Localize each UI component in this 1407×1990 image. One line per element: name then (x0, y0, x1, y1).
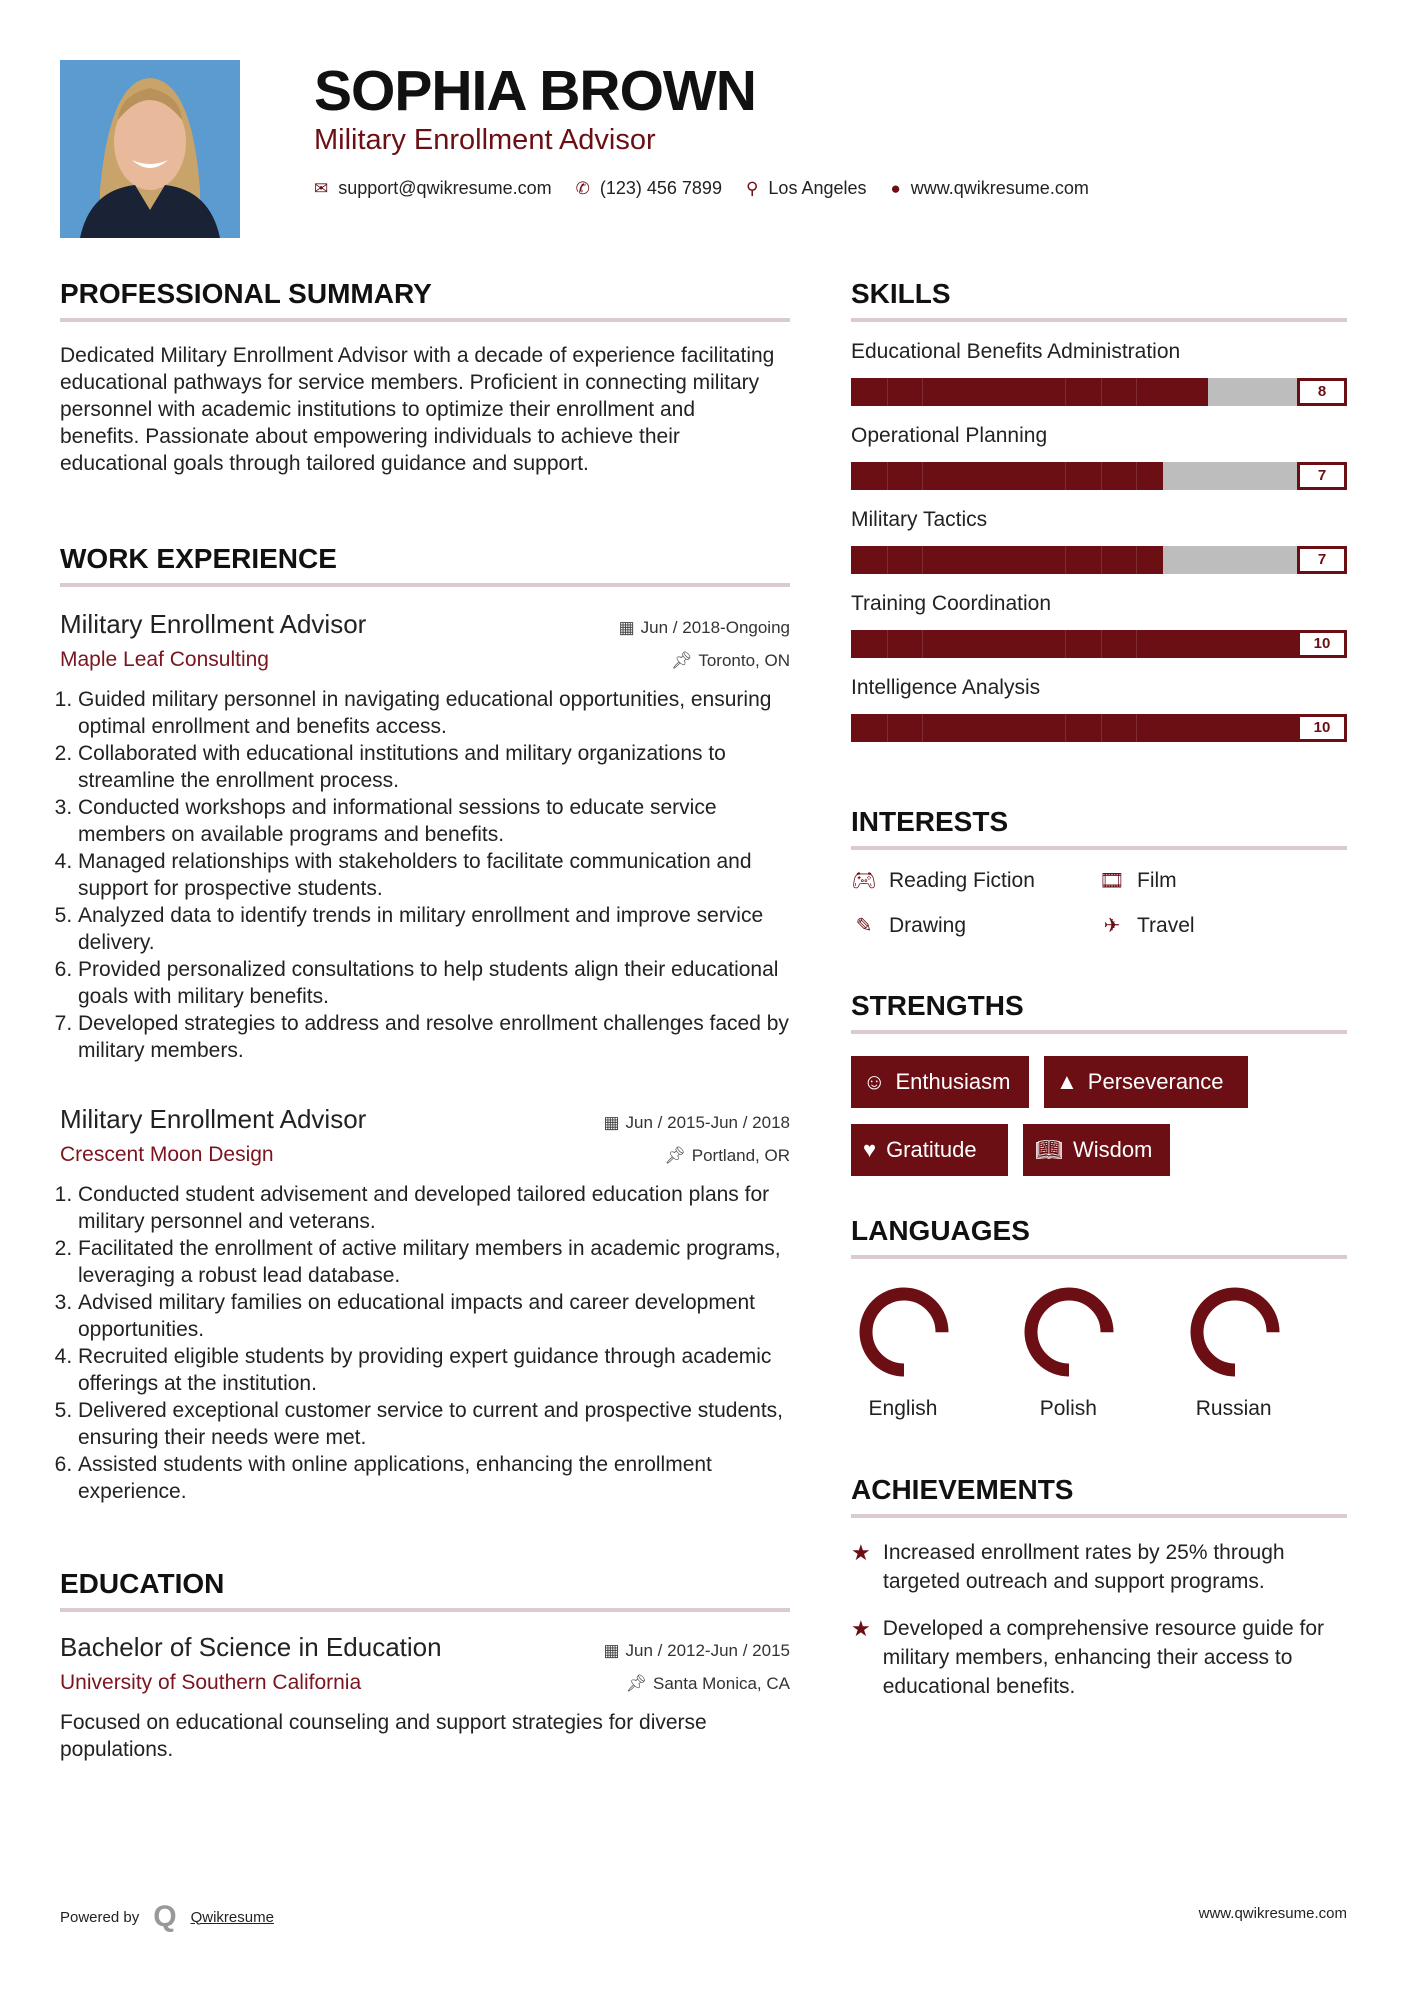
strength-label: Enthusiasm (895, 1069, 1011, 1094)
divider (60, 1608, 790, 1612)
calendar-icon: ▦ (603, 1113, 620, 1132)
contact-info (314, 178, 1089, 199)
star-icon: ★ (851, 1616, 871, 1641)
job-bullet: 5. Analyzed data to identify trends in military enrollment and improve service delivery. (78, 902, 790, 956)
envelope-icon: ✉ (314, 178, 329, 198)
skill-score: 7 (1297, 546, 1347, 574)
qwikresume-logo-icon: Q (153, 1900, 177, 1933)
job-date: Jun / 2018-Ongoing (640, 618, 790, 637)
skill-label: Military Tactics (851, 508, 988, 531)
skill-track (851, 546, 1297, 574)
skill-score: 10 (1297, 714, 1347, 742)
road-icon: ▲ (1056, 1069, 1078, 1094)
skill-item (851, 424, 1347, 490)
interest-label: Film (1137, 868, 1177, 892)
job-title: Military Enrollment Advisor (60, 609, 367, 639)
achievement-text: Increased enrollment rates by 25% through targeted outreach and support programs. (882, 1541, 1285, 1593)
book-icon: 📖︎ (1035, 1137, 1063, 1162)
skill-track (851, 714, 1297, 742)
footer-website[interactable]: www.qwikresume.com (1198, 1905, 1347, 1922)
section-heading: PROFESSIONAL SUMMARY (60, 278, 432, 309)
interest-label: Travel (1137, 913, 1195, 937)
section-heading: ACHIEVEMENTS (851, 1474, 1074, 1505)
contact-phone: (123) 456 7899 (599, 178, 722, 198)
skill-label: Intelligence Analysis (851, 676, 1041, 699)
skill-bar (851, 378, 1347, 406)
contact-website[interactable]: www.qwikresume.com (910, 178, 1089, 198)
divider (851, 1255, 1347, 1259)
skills-section (851, 278, 1347, 760)
section-heading: INTERESTS (851, 806, 1009, 837)
strength-enthusiasm (851, 1056, 1029, 1108)
strength-label: Perseverance (1087, 1069, 1224, 1094)
heart-icon: ♥ (863, 1137, 877, 1162)
language-item (1182, 1287, 1347, 1421)
skill-track (851, 630, 1297, 658)
brand-link[interactable]: Qwikresume (190, 1908, 274, 1926)
job-bullet: 2. Facilitated the enrollment of active military members in academic programs, leveraging a robust lead database. (78, 1235, 790, 1289)
pin-icon: 📌︎ (670, 651, 693, 670)
profile-photo (60, 60, 240, 238)
skill-fill (851, 714, 1297, 742)
powered-by-text: Powered by (60, 1908, 140, 1926)
achievement-item (851, 1614, 1347, 1701)
divider (851, 846, 1347, 850)
divider (851, 318, 1347, 322)
languages-section (851, 1215, 1347, 1421)
section-heading: STRENGTHS (851, 990, 1024, 1021)
section-heading: LANGUAGES (851, 1215, 1030, 1246)
achievement-item (851, 1538, 1347, 1596)
skill-track (851, 462, 1297, 490)
candidate-name: SOPHIA BROWN (314, 59, 756, 123)
school-name: University of Southern California (60, 1671, 362, 1694)
skill-fill (851, 546, 1163, 574)
skill-bar (851, 462, 1347, 490)
skill-score: 10 (1297, 630, 1347, 658)
divider (851, 1030, 1347, 1034)
job-bullet: 7. Developed strategies to address and resolve enrollment challenges faced by military members. (78, 1010, 790, 1064)
skill-fill (851, 462, 1163, 490)
section-heading: EDUCATION (60, 1568, 225, 1599)
divider (60, 583, 790, 587)
skill-label: Operational Planning (851, 424, 1048, 447)
job-entry (60, 1104, 790, 1505)
interest-film (1099, 868, 1347, 893)
skill-item (851, 340, 1347, 406)
summary-section (60, 278, 790, 477)
company-name: Maple Leaf Consulting (60, 648, 269, 671)
degree-title: Bachelor of Science in Education (60, 1632, 442, 1662)
language-ring (1024, 1287, 1114, 1377)
skill-bar (851, 546, 1347, 574)
interest-label: Reading Fiction (889, 868, 1035, 892)
job-bullet: 3. Conducted workshops and informational sessions to educate service members on available programs and benefits. (78, 794, 790, 848)
contact-location: Los Angeles (768, 178, 867, 198)
contact-email[interactable]: support@qwikresume.com (338, 178, 552, 198)
education-date: Jun / 2012-Jun / 2015 (625, 1641, 790, 1660)
job-title: Military Enrollment Advisor (60, 1104, 367, 1134)
job-bullets (60, 686, 790, 1064)
job-bullet: 6. Assisted students with online applications, enhancing the enrollment experience. (78, 1451, 790, 1505)
language-ring (859, 1287, 949, 1377)
film-icon: 🎞︎ (1099, 870, 1125, 892)
education-section (60, 1568, 790, 1763)
skill-bar (851, 630, 1347, 658)
candidate-title: Military Enrollment Advisor (314, 124, 656, 156)
star-icon: ★ (851, 1540, 871, 1565)
summary-text: Dedicated Military Enrollment Advisor with a decade of experience facilitating educational pathways for service members. Proficient in connecting military personnel with academic institutions to optimize their enrollment and benefits. Passionate about empowering individuals to achieve their educational goals through tailored guidance and support. (60, 344, 775, 475)
skill-fill (851, 630, 1297, 658)
job-bullet: 1. Conducted student advisement and developed tailored education plans for military personnel and veterans. (78, 1181, 790, 1235)
language-item (1016, 1287, 1181, 1421)
skill-item (851, 508, 1347, 574)
gamepad-icon: 🎮︎ (851, 870, 877, 892)
job-bullet: 2. Collaborated with educational institutions and military organizations to streamline the enrollment process. (78, 740, 790, 794)
skill-bar (851, 714, 1347, 742)
skill-label: Educational Benefits Administration (851, 340, 1181, 363)
job-bullets (60, 1181, 790, 1505)
divider (60, 318, 790, 322)
skill-item (851, 592, 1347, 658)
skill-track (851, 378, 1297, 406)
skill-fill (851, 378, 1208, 406)
job-date: Jun / 2015-Jun / 2018 (625, 1113, 790, 1132)
calendar-icon: ▦ (618, 618, 635, 637)
experience-section (60, 543, 790, 1505)
skill-score: 8 (1297, 378, 1347, 406)
pin-icon: 📌︎ (625, 1674, 647, 1693)
smile-icon: ☺ (863, 1069, 886, 1094)
education-location: Santa Monica, CA (652, 1674, 790, 1693)
job-location: Portland, OR (691, 1146, 790, 1165)
map-marker-icon: ⚲ (745, 178, 759, 198)
achievements-section (851, 1474, 1347, 1701)
calendar-icon: ▦ (603, 1641, 620, 1660)
interest-travel (1099, 913, 1347, 938)
job-bullet: 5. Delivered exceptional customer service to current and prospective students, ensuring their needs were met. (78, 1397, 790, 1451)
skill-label: Training Coordination (851, 592, 1052, 615)
divider (851, 1514, 1347, 1518)
language-item (851, 1287, 1016, 1421)
job-bullet: 3. Advised military families on educational impacts and career development opportunities. (78, 1289, 790, 1343)
job-bullet: 4. Managed relationships with stakeholders to facilitate communication and support for prospective students. (78, 848, 790, 902)
strength-label: Wisdom (1072, 1137, 1153, 1162)
strengths-section (851, 990, 1347, 1176)
language-label: Polish (1039, 1397, 1097, 1420)
language-label: Russian (1195, 1397, 1272, 1420)
job-bullet: 1. Guided military personnel in navigating educational opportunities, ensuring optimal enrollment and benefits access. (78, 686, 790, 740)
footer-left (60, 1900, 274, 1934)
pin-icon: 📌︎ (664, 1146, 686, 1165)
skill-item (851, 676, 1347, 742)
interest-drawing (851, 913, 1099, 938)
phone-icon: ✆ (575, 178, 590, 198)
achievement-text: Developed a comprehensive resource guide for military members, enhancing their access to educational benefits. (882, 1617, 1324, 1698)
interest-reading-fiction (851, 868, 1099, 893)
pencil-icon: ✎ (855, 915, 873, 937)
skill-score: 7 (1297, 462, 1347, 490)
strength-label: Gratitude (886, 1137, 977, 1162)
job-location: Toronto, ON (698, 651, 790, 670)
strength-perseverance (1044, 1056, 1248, 1108)
language-label: English (868, 1397, 938, 1420)
strength-gratitude (851, 1124, 1008, 1176)
job-bullet: 4. Recruited eligible students by providing expert guidance through academic offerings at the institution. (78, 1343, 790, 1397)
strength-wisdom (1023, 1124, 1170, 1176)
job-bullet: 6. Provided personalized consultations to help students align their educational goals with military benefits. (78, 956, 790, 1010)
interest-label: Drawing (889, 913, 967, 937)
job-entry (60, 609, 790, 1064)
language-ring (1190, 1287, 1280, 1377)
company-name: Crescent Moon Design (60, 1143, 274, 1166)
section-heading: SKILLS (851, 278, 951, 309)
interests-section (851, 806, 1347, 938)
globe-icon: ● (890, 178, 901, 198)
education-description: Focused on educational counseling and support strategies for diverse populations. (60, 1711, 707, 1761)
plane-icon: ✈ (1103, 915, 1121, 937)
section-heading: WORK EXPERIENCE (60, 543, 337, 574)
